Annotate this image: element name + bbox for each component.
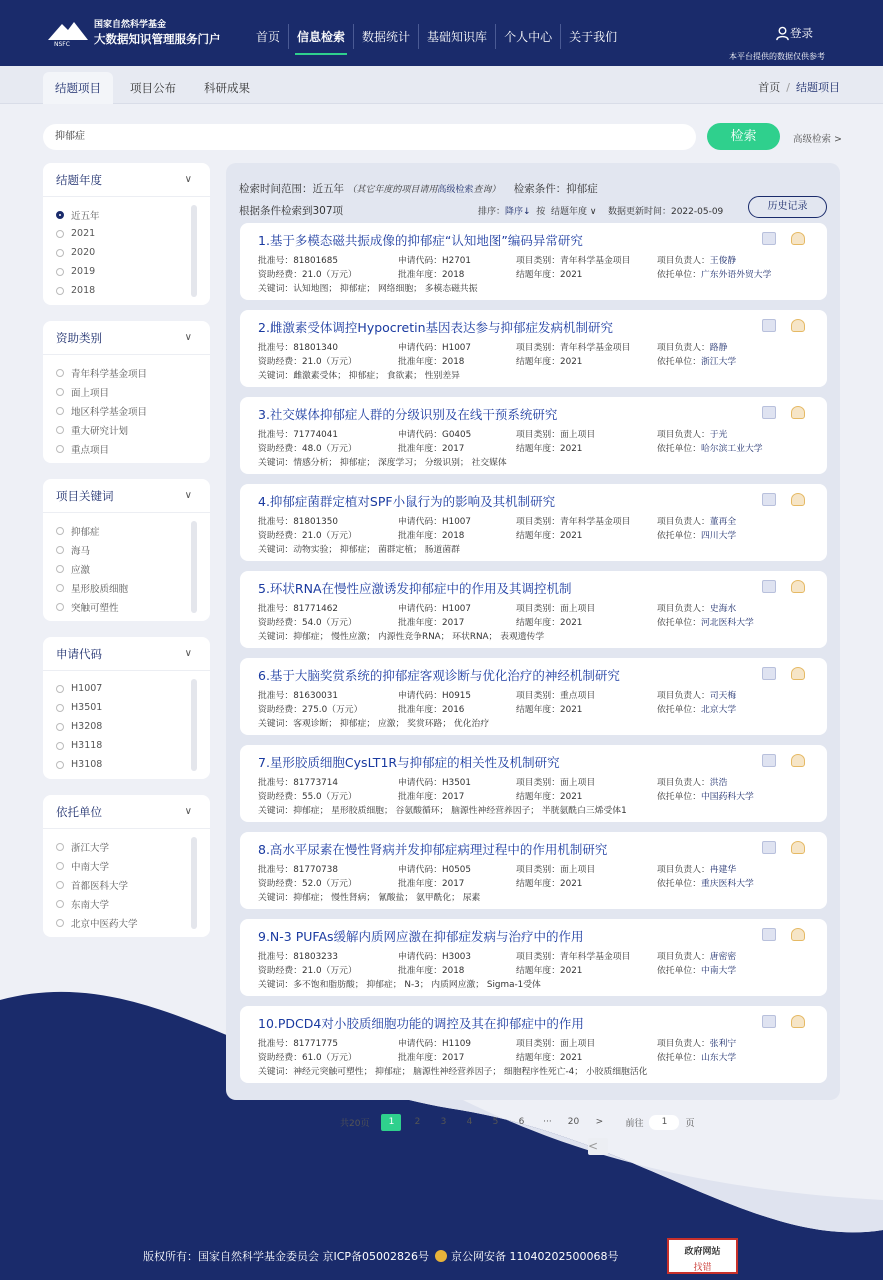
funding-amount: 资助经费：21.0（万元） xyxy=(258,357,357,367)
host-institution: 依托单位：重庆医科大学 xyxy=(657,879,754,889)
keywords: 关键词：认知地图； 抑郁症； 网络细胞； 多模态磁共振 xyxy=(258,284,478,294)
keywords: 关键词：动物实验； 抑郁症； 菌群定植； 肠道菌群 xyxy=(258,545,460,555)
project-category: 项目类别：青年科学基金项目 xyxy=(516,517,631,527)
filter-option[interactable]: 北京中医药大学 xyxy=(56,913,210,932)
chevron-down-icon: ∨ xyxy=(184,490,192,501)
approval-year: 批准年度：2018 xyxy=(398,531,465,541)
project-category: 项目类别：青年科学基金项目 xyxy=(516,952,631,962)
document-icon[interactable] xyxy=(762,667,776,680)
page-ellipsis[interactable]: ··· xyxy=(543,1117,552,1127)
filter-option[interactable]: 地区科学基金项目 xyxy=(56,401,210,420)
breadcrumb-current: 结题项目 xyxy=(796,81,840,94)
page-1[interactable]: 1 xyxy=(381,1114,401,1131)
radio-icon xyxy=(56,268,64,276)
nav-home[interactable]: 首页 xyxy=(248,24,289,49)
filter-option[interactable]: H3501 xyxy=(56,698,210,717)
keywords: 关键词：雌激素受体； 抑郁症； 食欲素； 性别差异 xyxy=(258,371,460,381)
login-label: 登录 xyxy=(790,26,813,40)
filter-keywords xyxy=(43,479,210,621)
host-institution: 依托单位：中南大学 xyxy=(657,966,737,976)
keywords: 关键词：抑郁症； 慢性肾病； 氰酸盐； 氨甲酰化； 尿素 xyxy=(258,893,481,903)
result-card[interactable] xyxy=(240,919,827,996)
approval-year: 批准年度：2017 xyxy=(398,792,465,802)
completion-year: 结题年度：2021 xyxy=(516,1053,583,1063)
result-title-link[interactable]: 10.PDCD4对小胶质细胞功能的调控及其在抑郁症中的作用 xyxy=(258,1016,584,1031)
filter-option[interactable]: 突触可塑性 xyxy=(56,597,210,616)
tab-project-announcement[interactable]: 项目公布 xyxy=(130,81,176,95)
principal-investigator: 项目负责人：于光 xyxy=(657,430,728,440)
scrollbar[interactable] xyxy=(191,679,197,771)
host-institution: 依托单位：山东大学 xyxy=(657,1053,737,1063)
sort-field-select[interactable]: 结题年度 ∨ xyxy=(551,207,597,217)
keywords: 关键词：多不饱和脂肪酸； 抑郁症； N-3； 内质网应激； Sigma-1受体 xyxy=(258,980,541,990)
nav-knowledge-base[interactable]: 基础知识库 xyxy=(419,24,496,49)
application-code: 申请代码：H0915 xyxy=(398,691,472,701)
approval-year: 批准年度：2017 xyxy=(398,618,465,628)
filter-application-code xyxy=(43,637,210,779)
filter-header[interactable]: 依托单位 ∨ xyxy=(43,795,210,829)
keywords: 关键词：情感分析； 抑郁症； 深度学习； 分级识别； 社交媒体 xyxy=(258,458,507,468)
funding-amount: 资助经费：54.0（万元） xyxy=(258,618,357,628)
host-institution: 依托单位：北京大学 xyxy=(657,705,737,715)
application-code: 申请代码：H2701 xyxy=(398,256,472,266)
approval-number: 批准号：81771775 xyxy=(258,1039,338,1049)
approval-year: 批准年度：2017 xyxy=(398,444,465,454)
tab-completed-projects[interactable]: 结题项目 xyxy=(43,72,113,104)
footer xyxy=(143,1248,619,1264)
document-icon[interactable] xyxy=(762,580,776,593)
filter-option[interactable]: 中南大学 xyxy=(56,856,210,875)
result-title-link[interactable]: 7.星形胶质细胞CysLT1R与抑郁症的相关性及机制研究 xyxy=(258,755,560,770)
result-card[interactable] xyxy=(240,571,827,648)
chevron-down-icon: ∨ xyxy=(184,648,192,659)
breadcrumb-home[interactable]: 首页 xyxy=(758,81,781,94)
completion-year: 结题年度：2021 xyxy=(516,966,583,976)
search-input[interactable]: 抑郁症 xyxy=(43,124,696,150)
principal-investigator: 项目负责人：王俊静 xyxy=(657,256,737,266)
principal-investigator: 项目负责人：董再全 xyxy=(657,517,737,527)
keywords: 关键词：抑郁症； 慢性应激； 内源性竞争RNA； 环状RNA； 表观遗传学 xyxy=(258,632,545,642)
filter-option[interactable]: 海马 xyxy=(56,540,210,559)
trophy-icon[interactable] xyxy=(791,319,805,332)
approval-year: 批准年度：2018 xyxy=(398,270,465,280)
radio-icon xyxy=(56,369,64,377)
keywords: 关键词：神经元突触可塑性； 抑郁症； 脑源性神经营养因子； 细胞程序性死亡-4； 小胶质细胞活化 xyxy=(258,1067,648,1077)
page-6[interactable]: 6 xyxy=(518,1117,525,1127)
radio-icon xyxy=(56,723,64,731)
logo-line-1: 国家自然科学基金 xyxy=(94,19,167,30)
trophy-icon[interactable] xyxy=(791,1015,805,1028)
completion-year: 结题年度：2021 xyxy=(516,705,583,715)
document-icon[interactable] xyxy=(762,1015,776,1028)
filter-header[interactable]: 结题年度 ∨ xyxy=(43,163,210,197)
application-code: 申请代码：H1109 xyxy=(398,1039,472,1049)
document-icon[interactable] xyxy=(762,754,776,767)
funding-amount: 资助经费：21.0（万元） xyxy=(258,966,357,976)
trophy-icon[interactable] xyxy=(791,667,805,680)
gov-error-report-badge[interactable]: 政府网站 找错 xyxy=(667,1238,738,1274)
page-20[interactable]: 20 xyxy=(567,1117,580,1127)
trophy-icon[interactable] xyxy=(791,754,805,767)
radio-icon xyxy=(56,704,64,712)
approval-number: 批准号：81801350 xyxy=(258,517,338,527)
radio-icon xyxy=(56,426,64,434)
approval-number: 批准号：71774041 xyxy=(258,430,338,440)
filter-year xyxy=(43,163,210,305)
page-total: 共20页 xyxy=(340,1119,370,1129)
keywords: 关键词：客观诊断； 抑郁症； 应激； 奖赏环路； 优化治疗 xyxy=(258,719,490,729)
logo-line-2: 大数据知识管理服务门户 xyxy=(94,31,221,46)
trophy-icon[interactable] xyxy=(791,841,805,854)
result-title-link[interactable]: 5.环状RNA在慢性应激诱发抑郁症中的作用及其调控机制 xyxy=(258,581,572,596)
filter-header[interactable]: 项目关键词 ∨ xyxy=(43,479,210,513)
search-summary: 检索时间范围：近五年 （其它年度的项目请用高级检索查询） 检索条件：抑郁症 xyxy=(239,183,598,195)
document-icon[interactable] xyxy=(762,493,776,506)
radio-icon xyxy=(56,287,64,295)
filter-option[interactable]: H1007 xyxy=(56,679,210,698)
scrollbar[interactable] xyxy=(191,837,197,929)
radio-icon xyxy=(56,565,64,573)
page-4[interactable]: 4 xyxy=(466,1117,473,1127)
site-logo[interactable] xyxy=(46,20,221,46)
completion-year: 结题年度：2021 xyxy=(516,270,583,280)
filter-option[interactable]: 东南大学 xyxy=(56,894,210,913)
radio-icon xyxy=(56,685,64,693)
history-button[interactable]: 历史记录 xyxy=(748,196,827,218)
radio-icon xyxy=(56,843,64,851)
host-institution: 依托单位：四川大学 xyxy=(657,531,737,541)
document-icon[interactable] xyxy=(762,319,776,332)
filter-option[interactable]: 面上项目 xyxy=(56,382,210,401)
filter-option[interactable]: 2019 xyxy=(56,262,210,281)
login-link[interactable] xyxy=(775,25,813,41)
document-icon[interactable] xyxy=(762,841,776,854)
nav-statistics[interactable]: 数据统计 xyxy=(354,24,419,49)
completion-year: 结题年度：2021 xyxy=(516,618,583,628)
application-code: 申请代码：H1007 xyxy=(398,604,472,614)
principal-investigator: 项目负责人：唐密密 xyxy=(657,952,737,962)
application-code: 申请代码：H1007 xyxy=(398,517,472,527)
approval-number: 批准号：81771462 xyxy=(258,604,338,614)
radio-icon xyxy=(56,584,64,592)
police-badge-icon xyxy=(435,1250,447,1262)
approval-number: 批准号：81770738 xyxy=(258,865,338,875)
filter-option[interactable]: 近五年 xyxy=(56,205,210,224)
scrollbar[interactable] xyxy=(191,521,197,613)
nav-personal-center[interactable]: 个人中心 xyxy=(496,24,561,49)
chevron-down-icon: ∨ xyxy=(184,174,192,185)
filter-funding-type xyxy=(43,321,210,463)
trophy-icon[interactable] xyxy=(791,580,805,593)
trophy-icon[interactable] xyxy=(791,493,805,506)
main-nav xyxy=(248,24,625,49)
filter-option[interactable]: 抑郁症 xyxy=(56,521,210,540)
principal-investigator: 项目负责人：张利宁 xyxy=(657,1039,737,1049)
user-icon xyxy=(775,26,790,41)
filter-option[interactable]: H3118 xyxy=(56,736,210,755)
application-code: 申请代码：H3003 xyxy=(398,952,472,962)
result-count: 根据条件检索到307项 xyxy=(239,205,344,217)
project-category: 项目类别：面上项目 xyxy=(516,865,596,875)
svg-text:NSFC: NSFC xyxy=(54,41,70,46)
project-category: 项目类别：青年科学基金项目 xyxy=(516,343,631,353)
result-title-link[interactable]: 2.雌激素受体调控Hypocretin基因表达参与抑郁症发病机制研究 xyxy=(258,320,614,335)
result-card[interactable] xyxy=(240,484,827,561)
sort-direction[interactable]: 降序↓ xyxy=(505,207,531,217)
funding-amount: 资助经费：275.0（万元） xyxy=(258,705,363,715)
principal-investigator: 项目负责人：路静 xyxy=(657,343,728,353)
trophy-icon[interactable] xyxy=(791,406,805,419)
filter-option[interactable]: 2020 xyxy=(56,243,210,262)
sort-bar: 排序：降序↓ 按 结题年度 ∨ 数据更新时间：2022-05-09 xyxy=(478,207,724,217)
result-title-link[interactable]: 8.高水平尿素在慢性肾病并发抑郁症病理过程中的作用机制研究 xyxy=(258,842,608,857)
filter-option[interactable]: 青年科学基金项目 xyxy=(56,363,210,382)
filter-option[interactable]: 重点项目 xyxy=(56,439,210,458)
radio-icon xyxy=(56,546,64,554)
document-icon[interactable] xyxy=(762,232,776,245)
page-2[interactable]: 2 xyxy=(414,1117,421,1127)
advanced-search-link[interactable]: 高级检索 > xyxy=(793,134,842,145)
principal-investigator: 项目负责人：司天梅 xyxy=(657,691,737,701)
filter-option[interactable]: 2021 xyxy=(56,224,210,243)
search-button[interactable]: 检索 xyxy=(707,123,780,150)
radio-icon xyxy=(56,761,64,769)
result-title-link[interactable]: 9.N-3 PUFAs缓解内质网应激在抑郁症发病与治疗中的作用 xyxy=(258,929,584,944)
page-unit: 页 xyxy=(685,1119,695,1129)
host-institution: 依托单位：哈尔滨工业大学 xyxy=(657,444,763,454)
application-code: 申请代码：G0405 xyxy=(398,430,472,440)
results-panel xyxy=(226,163,840,1100)
copyright-text: 版权所有：国家自然科学基金委员会 京ICP备05002826号 xyxy=(143,1250,430,1263)
scrollbar[interactable] xyxy=(191,205,197,297)
tab-research-results[interactable]: 科研成果 xyxy=(204,81,250,95)
nav-search[interactable]: 信息检索 xyxy=(289,24,354,49)
result-card[interactable] xyxy=(240,310,827,387)
police-record[interactable]: 京公网安备 11040202500068号 xyxy=(451,1250,619,1263)
prev-page-button[interactable]: < xyxy=(588,1138,608,1155)
result-title-link[interactable]: 1.基于多模态磁共振成像的抑郁症“认知地图”编码异常研究 xyxy=(258,233,583,248)
result-title-link[interactable]: 4.抑郁症菌群定植对SPF小鼠行为的影响及其机制研究 xyxy=(258,494,556,509)
completion-year: 结题年度：2021 xyxy=(516,879,583,889)
approval-number: 批准号：81803233 xyxy=(258,952,338,962)
goto-page-input[interactable]: 1 xyxy=(649,1115,679,1130)
principal-investigator: 项目负责人：洪浩 xyxy=(657,778,728,788)
radio-icon xyxy=(56,900,64,908)
filter-option[interactable]: 浙江大学 xyxy=(56,837,210,856)
approval-year: 批准年度：2018 xyxy=(398,357,465,367)
radio-icon xyxy=(56,527,64,535)
host-institution: 依托单位：浙江大学 xyxy=(657,357,737,367)
nav-about[interactable]: 关于我们 xyxy=(569,30,618,44)
funding-amount: 资助经费：21.0（万元） xyxy=(258,531,357,541)
document-icon[interactable] xyxy=(762,406,776,419)
radio-icon xyxy=(56,407,64,415)
chevron-down-icon: ∨ xyxy=(184,806,192,817)
filter-option[interactable]: 应激 xyxy=(56,559,210,578)
radio-icon xyxy=(56,919,64,927)
radio-icon xyxy=(56,445,64,453)
result-card[interactable] xyxy=(240,1006,827,1083)
project-category: 项目类别：面上项目 xyxy=(516,604,596,614)
host-institution: 依托单位：河北医科大学 xyxy=(657,618,754,628)
result-title-link[interactable]: 3.社交媒体抑郁症人群的分级识别及在线干预系统研究 xyxy=(258,407,558,422)
page-3[interactable]: 3 xyxy=(440,1117,447,1127)
approval-number: 批准号：81801340 xyxy=(258,343,338,353)
filter-header[interactable]: 申请代码 ∨ xyxy=(43,637,210,671)
pagination xyxy=(340,1114,695,1153)
next-page-button[interactable]: > xyxy=(595,1117,604,1127)
host-institution: 依托单位：广东外语外贸大学 xyxy=(657,270,772,280)
trophy-icon[interactable] xyxy=(791,232,805,245)
completion-year: 结题年度：2021 xyxy=(516,531,583,541)
application-code: 申请代码：H0505 xyxy=(398,865,472,875)
filter-option[interactable]: 重大研究计划 xyxy=(56,420,210,439)
funding-amount: 资助经费：48.0（万元） xyxy=(258,444,357,454)
filter-option[interactable]: 2018 xyxy=(56,281,210,300)
filter-header[interactable]: 资助类别 ∨ xyxy=(43,321,210,355)
radio-icon xyxy=(56,603,64,611)
project-category: 项目类别：面上项目 xyxy=(516,430,596,440)
approval-year: 批准年度：2016 xyxy=(398,705,465,715)
host-institution: 依托单位：中国药科大学 xyxy=(657,792,754,802)
approval-year: 批准年度：2017 xyxy=(398,879,465,889)
filter-option[interactable]: 首都医科大学 xyxy=(56,875,210,894)
result-card[interactable] xyxy=(240,658,827,735)
completion-year: 结题年度：2021 xyxy=(516,792,583,802)
page-5[interactable]: 5 xyxy=(492,1117,499,1127)
result-card[interactable] xyxy=(240,397,827,474)
approval-number: 批准号：81773714 xyxy=(258,778,338,788)
header-notice: 本平台提供的数据仅供参考 xyxy=(729,52,825,61)
application-code: 申请代码：H3501 xyxy=(398,778,472,788)
approval-year: 批准年度：2018 xyxy=(398,966,465,976)
document-icon[interactable] xyxy=(762,928,776,941)
radio-icon xyxy=(56,862,64,870)
advanced-search-inline-link[interactable]: 高级检索 xyxy=(437,185,474,195)
result-card[interactable] xyxy=(240,745,827,822)
radio-icon xyxy=(56,881,64,889)
nsfc-logo-icon xyxy=(46,20,90,46)
sub-tab-bar xyxy=(0,66,883,104)
project-category: 项目类别：重点项目 xyxy=(516,691,596,701)
radio-icon xyxy=(56,388,64,396)
breadcrumb: 首页 / 结题项目 xyxy=(758,81,840,94)
radio-icon xyxy=(56,742,64,750)
keywords: 关键词：抑郁症； 星形胶质细胞； 谷氨酸循环； 脑源性神经营养因子； 半胱氨酰白三烯受体1 xyxy=(258,806,627,816)
project-category: 项目类别：面上项目 xyxy=(516,1039,596,1049)
chevron-down-icon: ∨ xyxy=(184,332,192,343)
result-card[interactable] xyxy=(240,223,827,300)
radio-icon xyxy=(56,249,64,257)
project-category: 项目类别：面上项目 xyxy=(516,778,596,788)
filter-option[interactable]: H3108 xyxy=(56,755,210,774)
funding-amount: 资助经费：61.0（万元） xyxy=(258,1053,357,1063)
completion-year: 结题年度：2021 xyxy=(516,444,583,454)
funding-amount: 资助经费：21.0（万元） xyxy=(258,270,357,280)
filter-institution xyxy=(43,795,210,937)
approval-year: 批准年度：2017 xyxy=(398,1053,465,1063)
filter-option[interactable]: 星形胶质细胞 xyxy=(56,578,210,597)
goto-label: 前往 xyxy=(625,1119,644,1129)
approval-number: 批准号：81801685 xyxy=(258,256,338,266)
filter-option[interactable]: H3208 xyxy=(56,717,210,736)
result-title-link[interactable]: 6.基于大脑奖赏系统的抑郁症客观诊断与优化治疗的神经机制研究 xyxy=(258,668,620,683)
result-card[interactable] xyxy=(240,832,827,909)
top-header xyxy=(0,0,883,66)
principal-investigator: 项目负责人：史海水 xyxy=(657,604,737,614)
radio-icon xyxy=(56,230,64,238)
project-category: 项目类别：青年科学基金项目 xyxy=(516,256,631,266)
application-code: 申请代码：H1007 xyxy=(398,343,472,353)
principal-investigator: 项目负责人：冉建华 xyxy=(657,865,737,875)
radio-icon xyxy=(56,211,64,219)
approval-number: 批准号：81630031 xyxy=(258,691,338,701)
funding-amount: 资助经费：55.0（万元） xyxy=(258,792,357,802)
funding-amount: 资助经费：52.0（万元） xyxy=(258,879,357,889)
trophy-icon[interactable] xyxy=(791,928,805,941)
completion-year: 结题年度：2021 xyxy=(516,357,583,367)
